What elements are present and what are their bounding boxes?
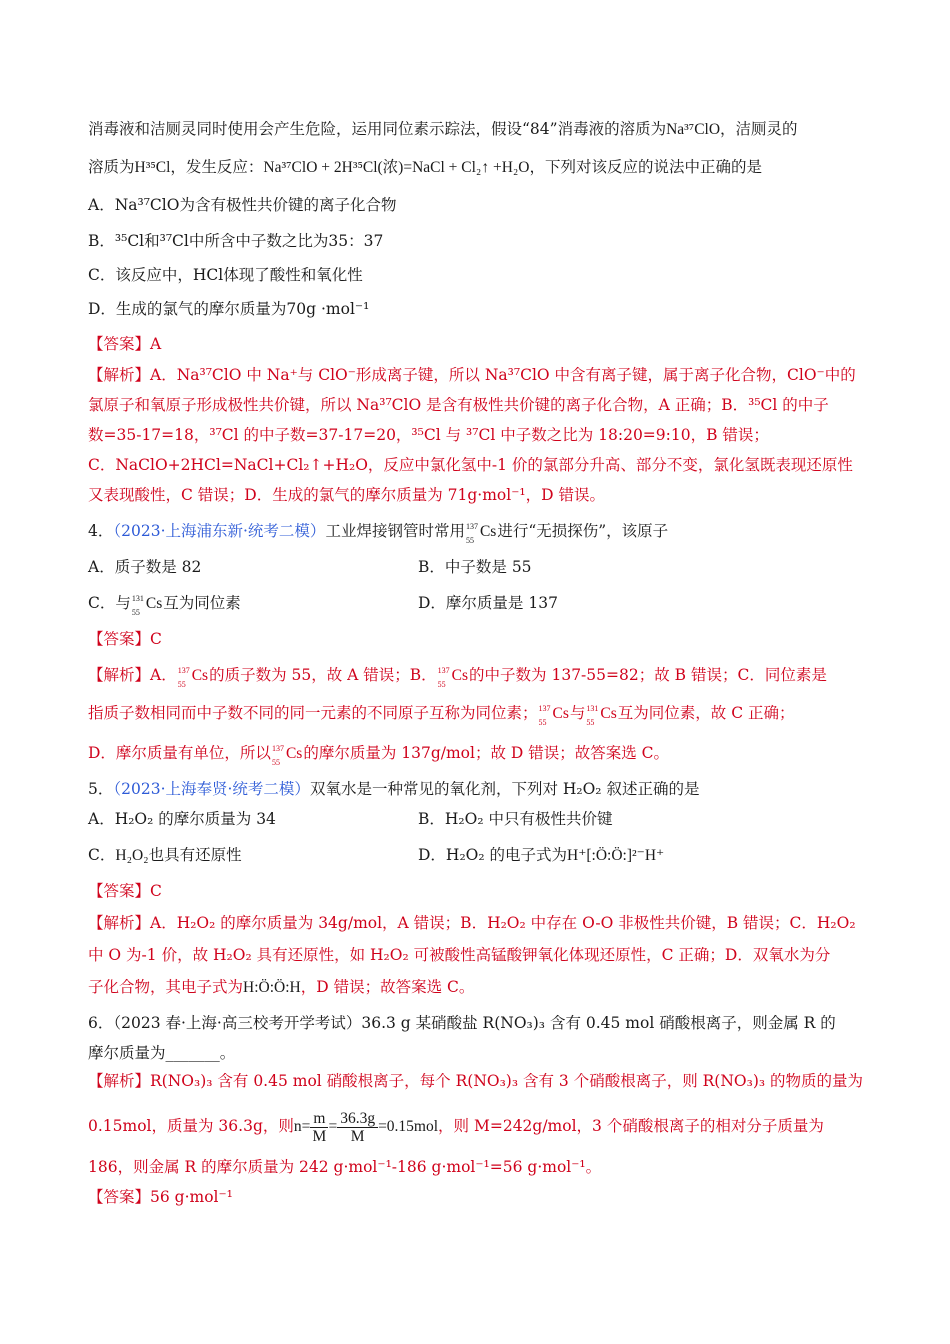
q3-explanation-line5: 又表现酸性，C 错误；D．生成的氯气的摩尔质量为 71g·mol⁻¹，D 错误。 xyxy=(88,486,605,504)
q3-reaction-equation: Na³⁷ClO + 2H³⁵Cl(浓)=NaCl + Cl₂↑ +H₂O xyxy=(263,159,530,176)
cs137-isotope: 137 55 Cs xyxy=(271,744,303,767)
q5-option-b: B．H₂O₂ 中只有极性共价键 xyxy=(418,810,613,828)
q5-option-a: A．H₂O₂ 的摩尔质量为 34 xyxy=(88,810,276,828)
q4-number: 4． xyxy=(88,522,114,540)
electron-formula-covalent: H:Ö:Ö:H xyxy=(243,979,301,996)
q6-explanation-line3: 186，则金属 R 的摩尔质量为 242 g·mol⁻¹-186 g·mol⁻¹=56 g·mol⁻¹。 xyxy=(88,1158,602,1176)
formula-n-equals: n= xyxy=(293,1118,311,1135)
formula-result: =0.15mol xyxy=(378,1118,439,1135)
cs137-isotope: 137 55 Cs xyxy=(465,522,497,545)
q3-explanation-line2: 氯原子和氧原子形成极性共价键，所以 Na³⁷ClO 是含有极性共价键的离子化合物，A 正确；B．³⁵Cl 的中子 xyxy=(88,396,829,414)
q4-option-c: C．与 131 55 Cs互为同位素 xyxy=(88,594,241,617)
q3-option-b: B．³⁵Cl和³⁷Cl中所含中子数之比为35：37 xyxy=(88,232,384,250)
cs137-isotope: 137 55 Cs xyxy=(437,666,469,689)
q3-stem-text: 溶质为 xyxy=(88,158,135,176)
q3-answer: 【答案】A xyxy=(88,335,162,353)
q3-stem-question: ，下列对该反应的说法中正确的是 xyxy=(529,158,763,176)
q3-option-d: D．生成的氯气的摩尔质量为70g ·mol⁻¹ xyxy=(88,300,370,318)
q4-explanation-line1: 【解析】A． 137 55 Cs的质子数为 55，故 A 错误；B． 137 55 Cs的中子数为 137-55=82；故 B 错误；C．同位素是 xyxy=(88,666,827,689)
q5-stem-text: 双氧水是一种常见的氧化剂，下列对 H₂O₂ 叙述正确的是 xyxy=(309,780,700,798)
fraction-mass-over-M: $\frac{36.3g}{M}$ xyxy=(337,1110,378,1145)
cs131-isotope: 131 55 Cs xyxy=(586,704,617,727)
q4-answer: 【答案】C xyxy=(88,630,162,648)
q6-stem-line2: 摩尔质量为_______。 xyxy=(88,1044,236,1062)
q4-option-b: B．中子数是 55 xyxy=(418,558,532,576)
q6-explanation-line2: 0.15mol，质量为 36.3g，则n= $\frac{m}{M}$ = $\frac{36.3g}{M}$ =0.15mol，则 M=242g/mol，3 个硝酸根离子的相对分子质量为 xyxy=(88,1109,824,1145)
q5-source: （2023·上海奉贤·统考二模） xyxy=(113,780,310,798)
h2o2-formula: H₂O₂ xyxy=(115,847,149,864)
q3-stem-text-end: ，洁厕灵的 xyxy=(720,120,798,138)
q4-option-a: A．质子数是 82 xyxy=(88,558,202,576)
q4-stem-text-end: 进行“无损探伤”，该原子 xyxy=(497,522,669,540)
q3-stem-line1 xyxy=(88,118,798,141)
q4-explanation-line2: 指质子数相同而中子数不同的同一元素的不同原子互称为同位素； 137 55 Cs与 131 55 Cs互为同位素，故 C 正确； xyxy=(88,704,795,727)
q3-stem-line2 xyxy=(88,156,762,179)
q5-answer: 【答案】C xyxy=(88,882,162,900)
q5-stem xyxy=(88,778,699,800)
q3-option-c: C．该反应中，HCl体现了酸性和氧化性 xyxy=(88,266,363,284)
cs137-isotope: 137 55 Cs xyxy=(177,666,209,689)
q6-explanation-line1: 【解析】R(NO₃)₃ 含有 0.45 mol 硝酸根离子，每个 R(NO₃)₃ 含有 3 个硝酸根离子，则 R(NO₃)₃ 的物质的量为 xyxy=(88,1072,864,1090)
q5-number: 5． xyxy=(88,780,114,798)
q3-hcl-formula: H³⁵Cl xyxy=(134,159,171,176)
q3-stem-text: ，发生反应： xyxy=(170,158,264,176)
q3-explanation-line4: C．NaClO+2HCl=NaCl+Cl₂↑+H₂O，反应中氯化氢中-1 价的氯部分升高、部分不变，氯化氢既表现还原性 xyxy=(88,456,853,474)
q5-explanation-line2: 中 O 为-1 价，故 H₂O₂ 具有还原性，如 H₂O₂ 可被酸性高锰酸钾氧化体现还原性，C 正确；D．双氧水为分 xyxy=(88,946,831,964)
q4-explanation-line3: D．摩尔质量有单位，所以 137 55 Cs的摩尔质量为 137g/mol；故 D 错误；故答案选 C。 xyxy=(88,744,670,767)
q3-stem-text: 消毒液和洁厕灵同时使用会产生危险，运用同位素示踪法，假设“84”消毒液的溶质为 xyxy=(88,120,667,138)
q6-answer: 【答案】56 g·mol⁻¹ xyxy=(88,1188,233,1206)
q4-stem-text: 工业焊接钢管时常用 xyxy=(325,522,465,540)
q5-option-c: C．H₂O₂也具有还原性 xyxy=(88,846,242,864)
q5-explanation-line1: 【解析】A．H₂O₂ 的摩尔质量为 34g/mol，A 错误；B．H₂O₂ 中存在 O-O 非极性共价键，B 错误；C．H₂O₂ xyxy=(88,914,856,932)
q3-explanation-line3: 数=35-17=18，³⁷Cl 的中子数=37-17=20，³⁵Cl 与 ³⁷Cl 中子数之比为 18:20=9:10，B 错误； xyxy=(88,426,769,444)
q4-source: （2023·上海浦东新·统考二模） xyxy=(113,522,326,540)
electron-formula-ionic: H⁺[:Ö:Ö:]²⁻H⁺ xyxy=(567,847,665,864)
q3-solute-formula: Na³⁷ClO xyxy=(666,121,721,138)
q6-stem-line1: 6．（2023 春·上海·高三校考开学考试）36.3 g 某硝酸盐 R(NO₃)₃ 含有 0.45 mol 硝酸根离子，则金属 R 的 xyxy=(88,1014,836,1032)
q3-option-a: A．Na³⁷ClO为含有极性共价键的离子化合物 xyxy=(88,196,397,214)
q5-option-d: D．H₂O₂ 的电子式为H⁺[:Ö:Ö:]²⁻H⁺ xyxy=(418,846,665,864)
cs137-isotope: 137 55 Cs xyxy=(538,704,569,727)
q3-explanation-line1: 【解析】A．Na³⁷ClO 中 Na⁺与 ClO⁻形成离子键，所以 Na³⁷ClO 中含有离子键，属于离子化合物，ClO⁻中的 xyxy=(88,366,856,384)
q5-explanation-line3: 子化合物，其电子式为H:Ö:Ö:H，D 错误；故答案选 C。 xyxy=(88,978,475,996)
q4-option-d: D．摩尔质量是 137 xyxy=(418,594,558,612)
q4-stem xyxy=(88,520,668,543)
cs131-isotope: 131 55 Cs xyxy=(131,594,163,617)
fraction-m-over-M: $\frac{m}{M}$ xyxy=(310,1110,328,1145)
